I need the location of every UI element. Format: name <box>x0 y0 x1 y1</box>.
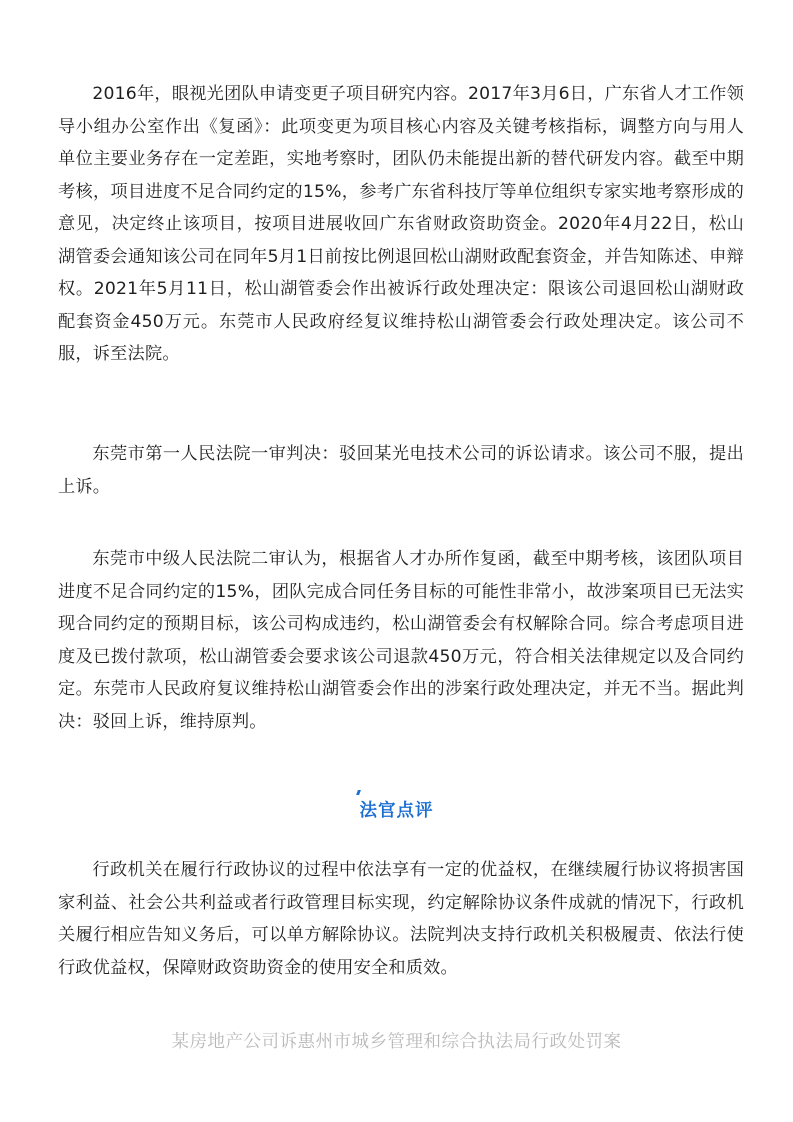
judge-comment-paragraph: 行政机关在履行行政协议的过程中依法享有一定的优益权，在继续履行协议将损害国家利益、社会公共利益或者行政管理目标实现，约定解除协议条件成就的情况下，行政机关履行相应告知义务后，可以单方解除协议。法院判决支持行政机关积极履责、依法行使行政优益权，保障财政资助资金的使用安全和质效。 <box>58 860 744 978</box>
next-article-link[interactable]: 某房地产公司诉惠州市城乡管理和综合执法局行政处罚案 <box>171 1032 622 1052</box>
judge-comment-heading: 法官点评 <box>359 801 434 821</box>
second-instance-judgment-paragraph: 东莞市中级人民法院二审认为，根据省人才办所作复函，截至中期考核，该团队项目进度不足合同约定的15%，团队完成合同任务目标的可能性非常小，故涉案项目已无法实现合同约定的预期目标，该公司构成违约，松山湖管委会有权解除合同。综合考虑项目进度及已拨付款项，松山湖管委会要求该公司退款450万元，符合相关法律规定以及合同约定。东莞市人民政府复议维持松山湖管委会作出的涉案行政处理决定，并无不当。据此判决：驳回上诉，维持原判。 <box>58 549 744 732</box>
case-facts-paragraph: 2016年，眼视光团队申请变更子项目研究内容。2017年3月6日，广东省人才工作领导小组办公室作出《复函》：此项变更为项目核心内容及关键考核指标，调整方向与用人单位主要业务存在一定差距，实地考察时，团队仍未能提出新的替代研发内容。截至中期考核，项目进度不足合同约定的15%，参考广东省科技厅等单位组织专家实地考察形成的意见，决定终止该项目，按项目进展收回广东省财政资助资金。2020年4月22日，松山湖管委会通知该公司在同年5月1日前按比例退回松山湖财政配套资金，并告知陈述、申辩权。2021年5月11日，松山湖管委会作出被诉行政处理决定：限该公司退回松山湖财政配套资金450万元。东莞市人民政府经复议维持松山湖管委会行政处理决定。该公司不服，诉至法院。 <box>58 84 744 364</box>
heading-accent-mark <box>356 790 361 795</box>
first-instance-judgment-paragraph: 东莞市第一人民法院一审判决：驳回某光电技术公司的诉讼请求。该公司不服，提出上诉。 <box>58 444 744 497</box>
